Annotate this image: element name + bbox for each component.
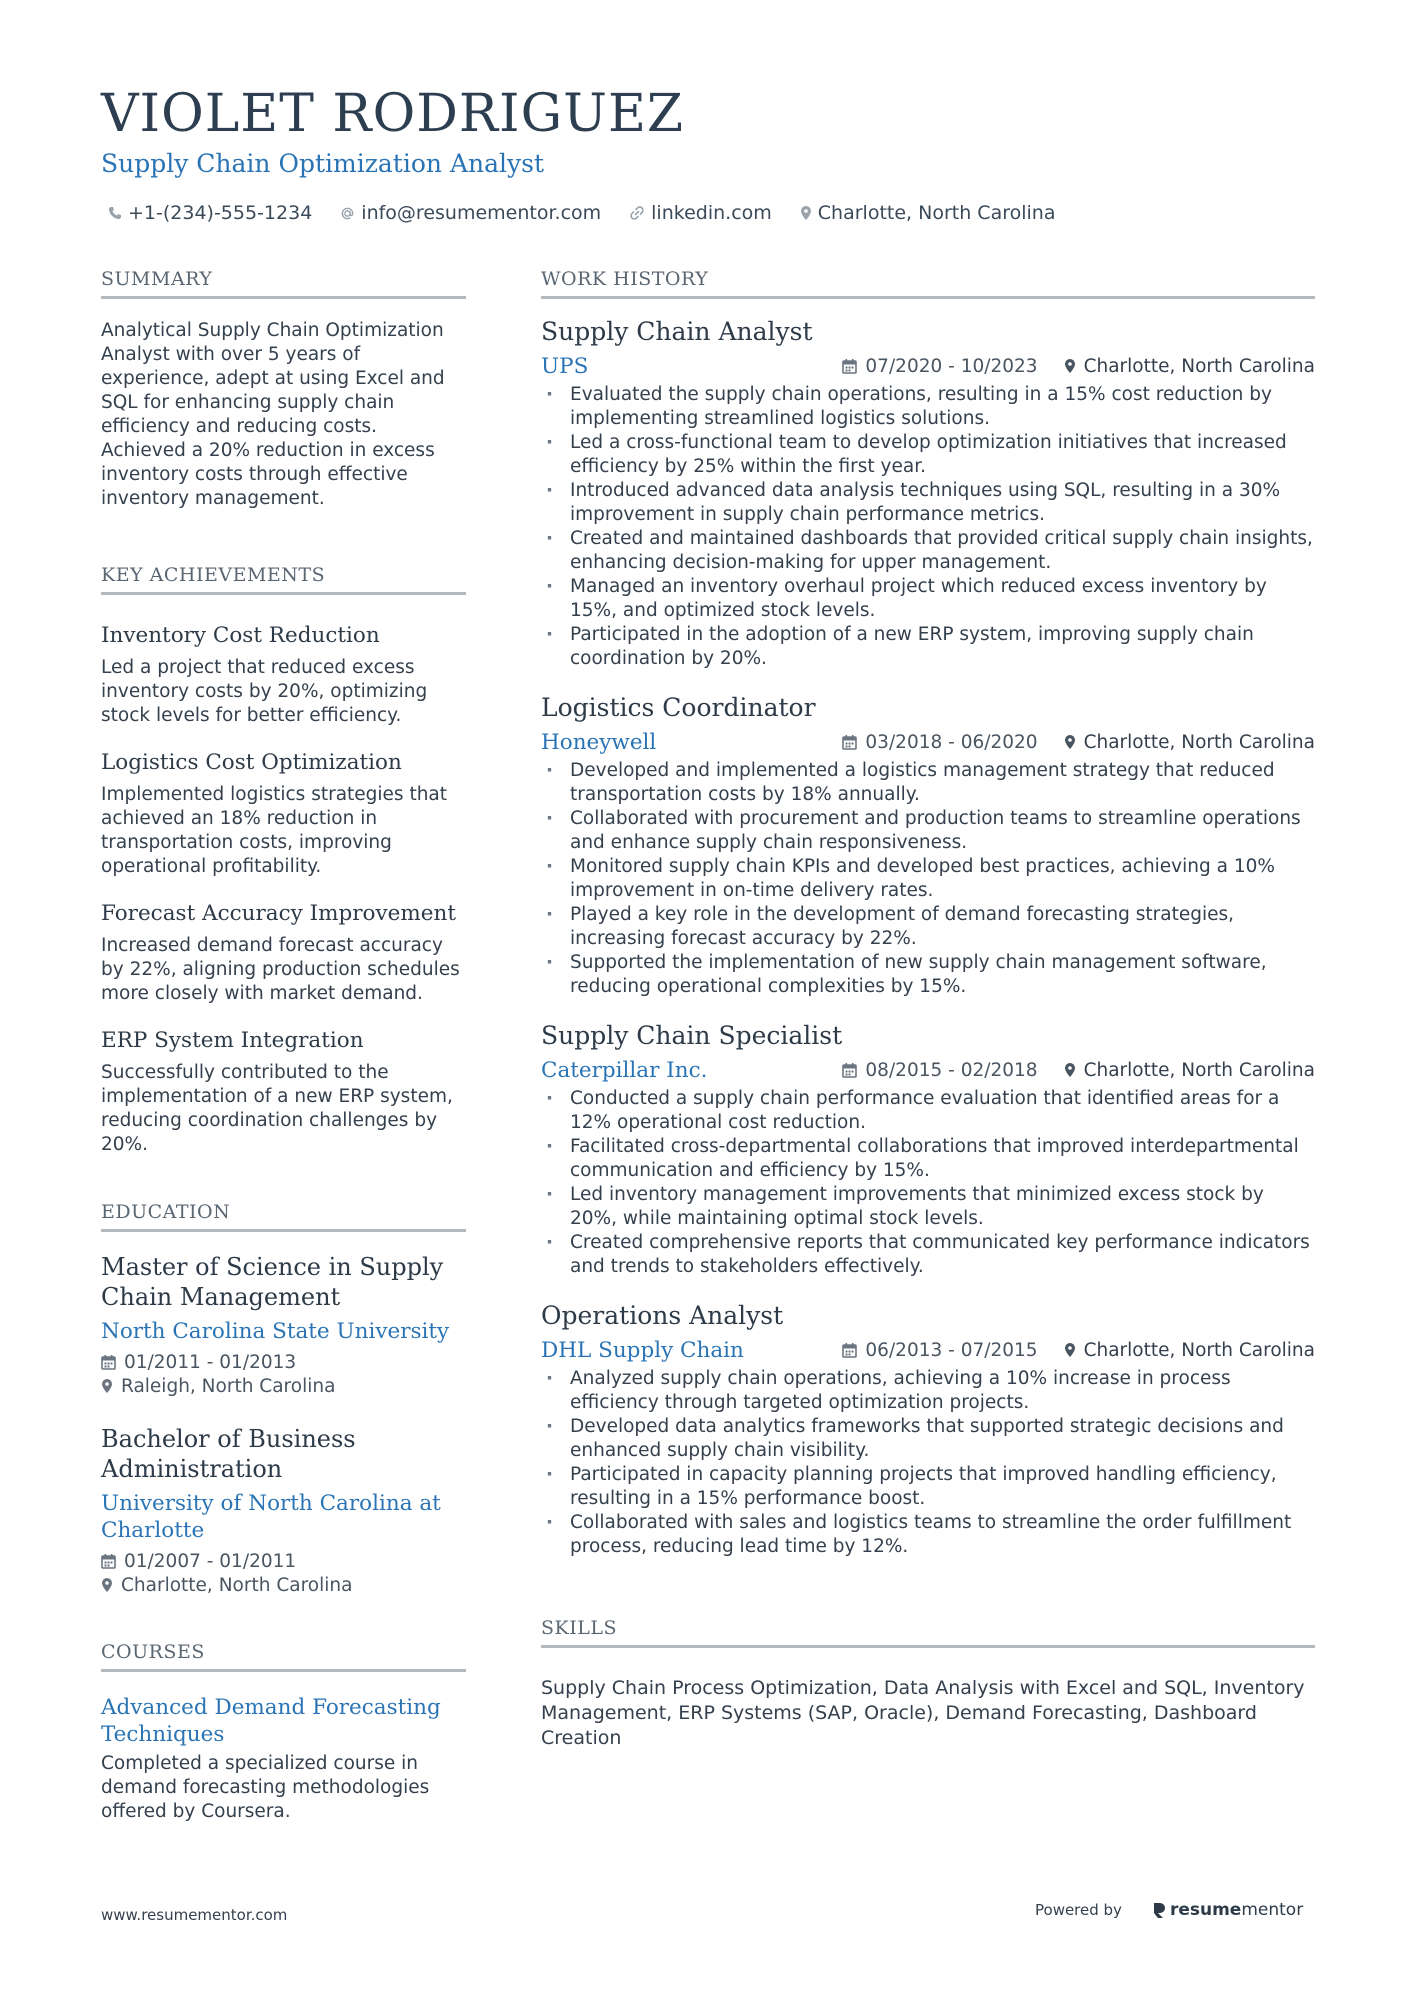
job-title: Supply Chain Analyst — [541, 317, 813, 346]
job-company: UPS — [541, 353, 589, 379]
summary-text: Analytical Supply Chain Optimization Analyst with over 5 years of experience, adept at using Excel and SQL for enhancing supply chain efficiency and reducing costs. Achieved a 20% reduction in excess inventory costs through effective inventory management. — [101, 320, 445, 509]
education-school: University of North Carolina at Charlotte — [101, 1491, 441, 1543]
job-location-text: Charlotte, North Carolina — [1083, 1059, 1315, 1081]
job-bullet: · Participated in the adoption of a new ERP system, improving supply chain coordination by 20%. — [541, 623, 1315, 671]
achievement-item — [101, 623, 466, 728]
course-title: Advanced Demand Forecasting Techniques — [101, 1695, 441, 1747]
job-bullets — [541, 383, 1315, 671]
job-bullet: · Created comprehensive reports that communicated key performance indicators and trends to stakeholders effectively. — [541, 1231, 1315, 1279]
job-bullet: · Developed and implemented a logistics management strategy that reduced transportation costs by 18% annually. — [541, 759, 1315, 807]
job-company: Caterpillar Inc. — [541, 1057, 708, 1083]
map-pin-icon — [1064, 734, 1076, 750]
linkedin-text: linkedin.com — [651, 202, 772, 224]
job-bullet: · Managed an inventory overhaul project which reduced excess inventory by 15%, and optimized stock levels. — [541, 575, 1315, 623]
job-title: Supply Chain Specialist — [541, 1021, 843, 1050]
left-column — [101, 268, 466, 1824]
brand-bold: resume — [1169, 1900, 1242, 1920]
achievement-title: Logistics Cost Optimization — [101, 750, 402, 775]
job-bullets — [541, 1367, 1315, 1559]
achievement-title: Inventory Cost Reduction — [101, 623, 380, 648]
job-location-text: Charlotte, North Carolina — [1083, 1339, 1315, 1361]
calendar-icon — [842, 1342, 857, 1358]
job-meta-row — [541, 351, 1315, 381]
job-bullet: · Evaluated the supply chain operations, resulting in a 15% cost reduction by implementing streamlined logistics solutions. — [541, 383, 1315, 431]
job-dates-text: 07/2020 - 10/2023 — [865, 355, 1038, 377]
job-bullets — [541, 1087, 1315, 1279]
powered-by-label: Powered by — [1035, 1901, 1122, 1919]
job-bullet: · Played a key role in the development of demand forecasting strategies, increasing forecast accuracy by 22%. — [541, 903, 1315, 951]
job-entry — [541, 1301, 1315, 1559]
section-heading: COURSES — [101, 1641, 466, 1672]
job-meta-row — [541, 1335, 1315, 1365]
map-pin-icon — [800, 205, 812, 221]
jobs-list — [541, 317, 1315, 1559]
job-location-text: Charlotte, North Carolina — [1083, 355, 1315, 377]
summary-section — [101, 268, 466, 511]
job-bullet: · Led inventory management improvements that minimized excess stock by 20%, while maintaining optimal stock levels. — [541, 1183, 1315, 1231]
job-bullet: · Conducted a supply chain performance evaluation that identified areas for a 12% operational cost reduction. — [541, 1087, 1315, 1135]
achievements-section — [101, 564, 466, 1157]
education-item — [101, 1424, 466, 1597]
job-location — [1064, 1340, 1315, 1361]
education-dates-text: 01/2011 - 01/2013 — [124, 1351, 297, 1373]
job-bullet: · Monitored supply chain KPIs and developed best practices, achieving a 10% improvement in on-time delivery rates. — [541, 855, 1315, 903]
calendar-icon — [101, 1354, 116, 1370]
achievement-text: Increased demand forecast accuracy by 22%, aligning production schedules more closely with market demand. — [101, 935, 460, 1004]
section-heading: SKILLS — [541, 1617, 1315, 1648]
job-company: DHL Supply Chain — [541, 1337, 744, 1363]
footer-website[interactable]: www.resumementor.com — [101, 1906, 288, 1924]
phone-icon — [108, 206, 122, 220]
job-location-text: Charlotte, North Carolina — [1083, 731, 1315, 753]
location-text: Charlotte, North Carolina — [817, 202, 1056, 224]
contact-bar — [108, 198, 1083, 228]
education-dates — [101, 1549, 466, 1573]
calendar-icon — [101, 1553, 116, 1569]
achievement-text: Implemented logistics strategies that achieved an 18% reduction in transportation costs, improving operational profitability. — [101, 784, 448, 877]
link-icon — [629, 205, 645, 221]
job-bullet: · Created and maintained dashboards that provided critical supply chain insights, enhancing decision-making for upper management. — [541, 527, 1315, 575]
job-bullet: · Led a cross-functional team to develop optimization initiatives that increased efficiency by 25% within the first year. — [541, 431, 1315, 479]
education-location-text: Charlotte, North Carolina — [121, 1574, 353, 1596]
job-title: Operations Analyst — [541, 1301, 784, 1330]
job-bullets — [541, 759, 1315, 999]
brand-logo[interactable] — [1152, 1900, 1303, 1920]
education-section — [101, 1201, 466, 1597]
brand-light: mentor — [1241, 1900, 1304, 1920]
job-bullet: · Participated in capacity planning projects that improved handling efficiency, resulting in a 15% performance boost. — [541, 1463, 1315, 1511]
job-location — [1064, 1060, 1315, 1081]
job-meta-row — [541, 1055, 1315, 1085]
job-dates — [842, 1060, 1037, 1081]
courses-section — [101, 1641, 466, 1824]
map-pin-icon — [1064, 358, 1076, 374]
achievement-text: Successfully contributed to the implementation of a new ERP system, reducing coordination challenges by 20%. — [101, 1062, 453, 1155]
job-entry — [541, 693, 1315, 999]
job-bullet: · Developed data analytics frameworks that supported strategic decisions and enhanced supply chain visibility. — [541, 1415, 1315, 1463]
contact-email[interactable] — [340, 202, 601, 224]
job-location — [1064, 356, 1315, 377]
email-text: info@resumementor.com — [361, 202, 602, 224]
education-degree: Bachelor of Business Administration — [101, 1425, 356, 1483]
contact-phone[interactable] — [108, 202, 312, 224]
job-bullet: · Collaborated with sales and logistics teams to streamline the order fulfillment process, reducing lead time by 12%. — [541, 1511, 1315, 1559]
right-column — [541, 268, 1315, 1751]
education-location-text: Raleigh, North Carolina — [121, 1375, 336, 1397]
calendar-icon — [842, 1062, 857, 1078]
job-dates — [842, 1340, 1037, 1361]
education-location — [101, 1374, 466, 1398]
calendar-icon — [842, 358, 857, 374]
job-dates — [842, 356, 1037, 377]
course-item — [101, 1694, 466, 1824]
job-bullet: · Introduced advanced data analysis techniques using SQL, resulting in a 30% improvement in supply chain performance metrics. — [541, 479, 1315, 527]
job-dates-text: 08/2015 - 02/2018 — [865, 1059, 1038, 1081]
job-location — [1064, 732, 1315, 753]
section-heading: SUMMARY — [101, 268, 466, 299]
section-heading: EDUCATION — [101, 1201, 466, 1232]
skills-section — [541, 1617, 1315, 1751]
job-bullet: · Collaborated with procurement and production teams to streamline operations and enhance supply chain responsiveness. — [541, 807, 1315, 855]
education-dates — [101, 1350, 466, 1374]
work-history-section — [541, 268, 1315, 1559]
map-pin-icon — [101, 1577, 113, 1593]
job-bullet: · Analyzed supply chain operations, achieving a 10% increase in process efficiency through targeted optimization projects. — [541, 1367, 1315, 1415]
job-company: Honeywell — [541, 729, 657, 755]
education-degree: Master of Science in Supply Chain Management — [101, 1253, 444, 1311]
calendar-icon — [842, 734, 857, 750]
course-text: Completed a specialized course in demand forecasting methodologies offered by Coursera. — [101, 1753, 430, 1822]
contact-linkedin[interactable] — [629, 202, 772, 224]
contact-location — [800, 202, 1056, 224]
job-bullet: · Facilitated cross-departmental collaborations that improved interdepartmental communication and efficiency by 15%. — [541, 1135, 1315, 1183]
achievement-title: ERP System Integration — [101, 1028, 364, 1053]
map-pin-icon — [1064, 1342, 1076, 1358]
job-bullet: · Supported the implementation of new supply chain management software, reducing operational complexities by 15%. — [541, 951, 1315, 999]
education-item — [101, 1252, 466, 1398]
education-location — [101, 1573, 466, 1597]
achievement-item — [101, 750, 466, 879]
at-icon — [340, 206, 355, 221]
map-pin-icon — [1064, 1062, 1076, 1078]
achievement-item — [101, 901, 466, 1006]
footer-branding — [1035, 1900, 1303, 1920]
job-meta-row — [541, 727, 1315, 757]
job-dates-text: 06/2013 - 07/2015 — [865, 1339, 1038, 1361]
section-heading: WORK HISTORY — [541, 268, 1315, 299]
map-pin-icon — [101, 1378, 113, 1394]
education-school: North Carolina State University — [101, 1319, 450, 1344]
job-dates — [842, 732, 1037, 753]
achievement-item — [101, 1028, 466, 1157]
candidate-name: VIOLET RODRIGUEZ — [101, 84, 685, 144]
achievement-title: Forecast Accuracy Improvement — [101, 901, 456, 926]
section-heading: KEY ACHIEVEMENTS — [101, 564, 466, 595]
job-entry — [541, 317, 1315, 671]
achievement-text: Led a project that reduced excess inventory costs by 20%, optimizing stock levels for better efficiency. — [101, 657, 428, 726]
phone-text: +1-(234)-555-1234 — [128, 202, 313, 224]
job-title: Logistics Coordinator — [541, 693, 816, 722]
candidate-title: Supply Chain Optimization Analyst — [101, 149, 544, 178]
skills-text: Supply Chain Process Optimization, Data Analysis with Excel and SQL, Inventory Management, ERP Systems (SAP, Oracle), Demand Forecasting, Dashboard Creation — [541, 1677, 1305, 1749]
job-dates-text: 03/2018 - 06/2020 — [865, 731, 1038, 753]
resumementor-logo-icon — [1152, 1901, 1166, 1919]
education-dates-text: 01/2007 - 01/2011 — [124, 1550, 297, 1572]
job-entry — [541, 1021, 1315, 1279]
